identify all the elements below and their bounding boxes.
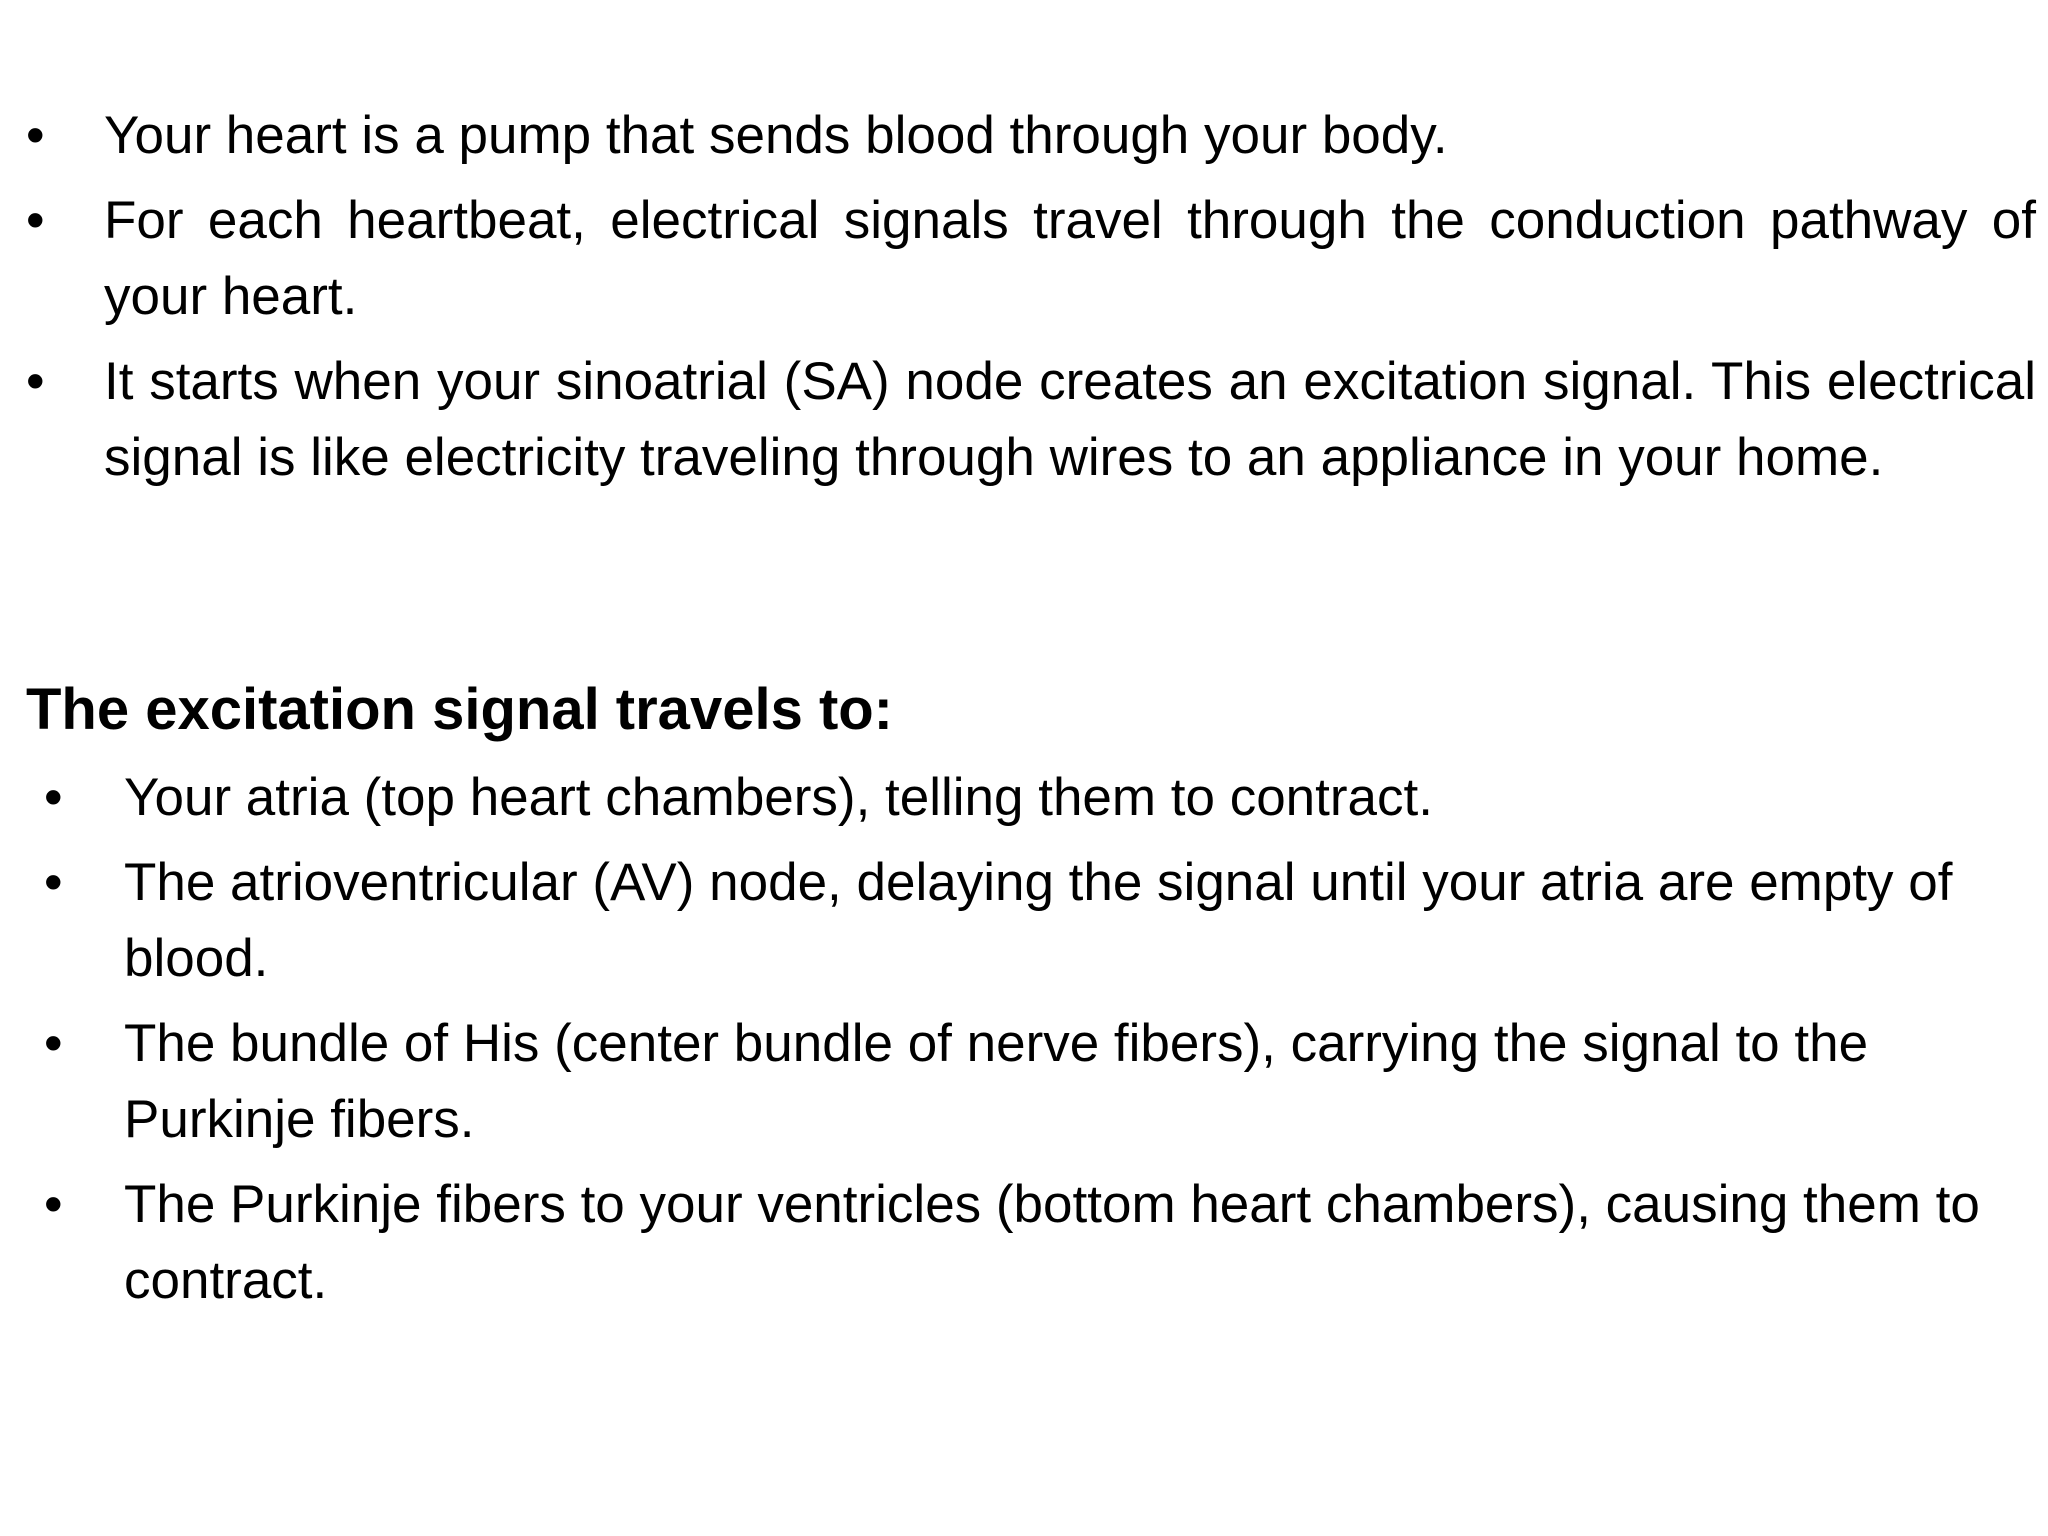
list-item <box>44 1006 2034 1158</box>
bullet-icon: • <box>44 1175 63 1234</box>
list-item-text: The Purkinje fibers to your ventricles (bottom heart chambers), causing them to contract. <box>124 1175 1980 1310</box>
list-item <box>26 98 2036 174</box>
bullet-icon: • <box>44 853 63 912</box>
list-item <box>44 845 2034 997</box>
list-item <box>26 344 2036 496</box>
bullet-icon: • <box>26 352 45 411</box>
list-item <box>44 1167 2034 1319</box>
list-item-text: For each heartbeat, electrical signals travel through the conduction pathway of your heart. <box>104 191 2036 326</box>
bullet-icon: • <box>26 191 45 250</box>
list-item-text: Your atria (top heart chambers), telling them to contract. <box>124 768 1433 827</box>
list-item-text: The atrioventricular (AV) node, delaying the signal until your atria are empty of blood. <box>124 853 1953 988</box>
list-item-text: Your heart is a pump that sends blood through your body. <box>104 106 1448 165</box>
list-item-text: The bundle of His (center bundle of nerve fibers), carrying the signal to the Purkinje fibers. <box>124 1014 1869 1149</box>
bullet-icon: • <box>44 1014 63 1073</box>
steps-bullet-list <box>44 760 2034 1328</box>
list-item <box>26 183 2036 335</box>
intro-bullet-list <box>26 98 2036 505</box>
list-item-text: It starts when your sinoatrial (SA) node creates an excitation signal. This electrical signal is like electricity traveling through wires to an appliance in your home. <box>104 352 2036 487</box>
section-heading: The excitation signal travels to: <box>26 677 893 742</box>
bullet-icon: • <box>26 106 45 165</box>
bullet-icon: • <box>44 768 63 827</box>
list-item <box>44 760 2034 836</box>
